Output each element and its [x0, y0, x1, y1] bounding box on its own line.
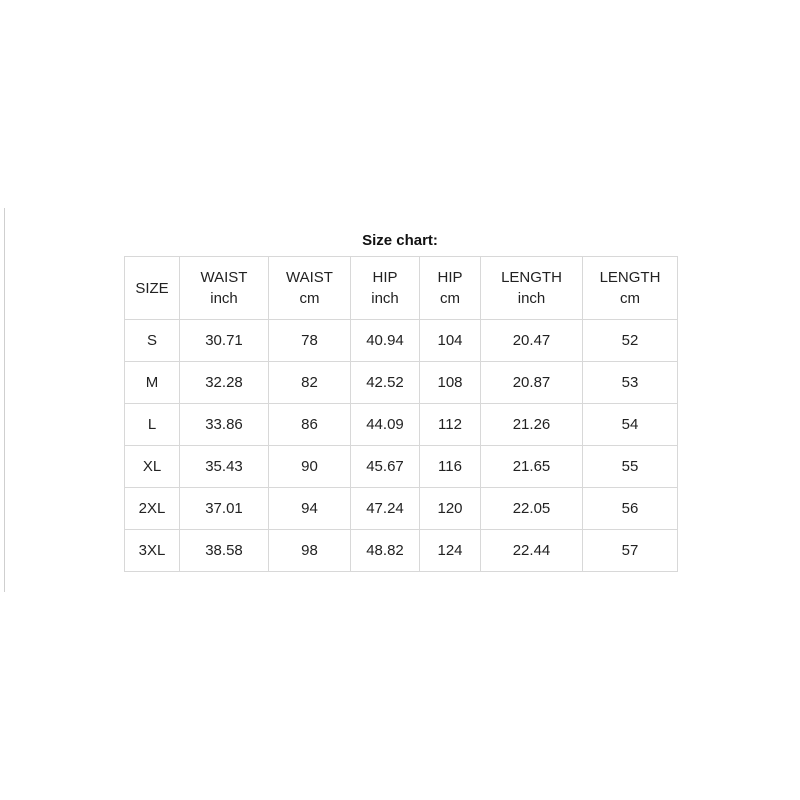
table-cell: 3XL [125, 530, 180, 572]
table-cell: 86 [269, 404, 351, 446]
header-cell-waist-inch: WAIST inch [180, 257, 269, 320]
table-cell: 116 [420, 446, 481, 488]
table-cell: 104 [420, 320, 481, 362]
table-cell: 22.44 [481, 530, 583, 572]
table-cell: XL [125, 446, 180, 488]
table-cell: 55 [583, 446, 678, 488]
table-cell: 32.28 [180, 362, 269, 404]
table-cell: 40.94 [351, 320, 420, 362]
table-cell: 21.26 [481, 404, 583, 446]
table-cell: M [125, 362, 180, 404]
table-row [125, 320, 678, 362]
table-cell: 94 [269, 488, 351, 530]
table-cell: 56 [583, 488, 678, 530]
header-cell-length-inch: LENGTH inch [481, 257, 583, 320]
table-cell: 108 [420, 362, 481, 404]
table-row [125, 446, 678, 488]
header-cell-length-cm: LENGTH cm [583, 257, 678, 320]
left-edge-divider [4, 208, 5, 592]
table-cell: 37.01 [180, 488, 269, 530]
table-row [125, 362, 678, 404]
table-cell: 35.43 [180, 446, 269, 488]
size-chart-title: Size chart: [362, 232, 438, 249]
table-cell: 30.71 [180, 320, 269, 362]
table-cell: 120 [420, 488, 481, 530]
table-cell: L [125, 404, 180, 446]
table-cell: 124 [420, 530, 481, 572]
table-cell: 54 [583, 404, 678, 446]
header-cell-hip-cm: HIP cm [420, 257, 481, 320]
table-cell: 38.58 [180, 530, 269, 572]
table-cell: 42.52 [351, 362, 420, 404]
table-row [125, 530, 678, 572]
table-cell: 57 [583, 530, 678, 572]
table-cell: 33.86 [180, 404, 269, 446]
table-cell: 78 [269, 320, 351, 362]
table-cell: 45.67 [351, 446, 420, 488]
table-cell: 2XL [125, 488, 180, 530]
table-cell: 48.82 [351, 530, 420, 572]
table-cell: 20.47 [481, 320, 583, 362]
table-cell: 47.24 [351, 488, 420, 530]
table-cell: 22.05 [481, 488, 583, 530]
table-header-row [125, 257, 678, 320]
table-row [125, 488, 678, 530]
table-cell: 112 [420, 404, 481, 446]
table-cell: 21.65 [481, 446, 583, 488]
table-cell: 90 [269, 446, 351, 488]
header-cell-waist-cm: WAIST cm [269, 257, 351, 320]
table-cell: 82 [269, 362, 351, 404]
header-cell-hip-inch: HIP inch [351, 257, 420, 320]
table-cell: S [125, 320, 180, 362]
table-cell: 53 [583, 362, 678, 404]
table-cell: 20.87 [481, 362, 583, 404]
table-cell: 52 [583, 320, 678, 362]
header-cell-size: SIZE [125, 257, 180, 320]
size-chart-table [124, 256, 678, 572]
table-row [125, 404, 678, 446]
table-cell: 98 [269, 530, 351, 572]
table-cell: 44.09 [351, 404, 420, 446]
